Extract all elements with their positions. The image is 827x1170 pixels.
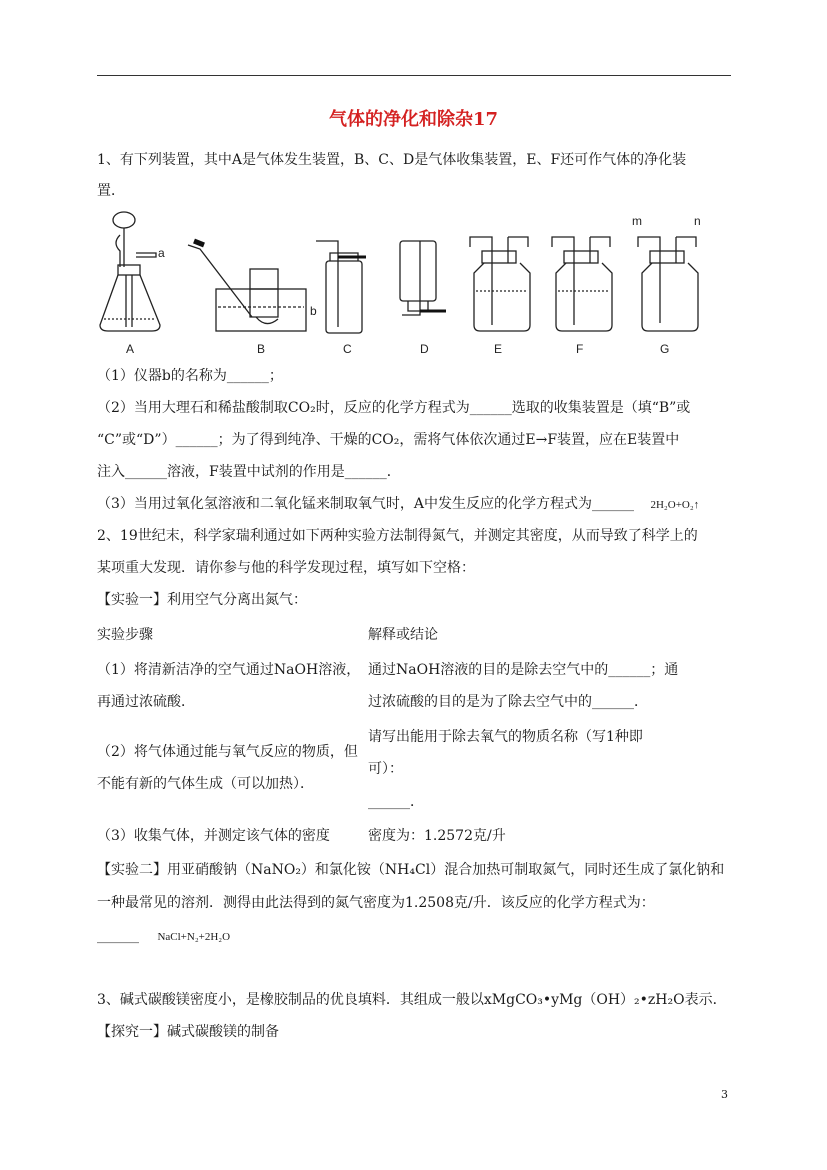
q1-line1: 1、有下列装置，其中A是气体发生装置，B、C、D是气体收集装置，E、F还可作气体的净化装 bbox=[97, 152, 687, 168]
label-C: C bbox=[343, 342, 352, 356]
q3-explore1: 【探究一】碱式碳酸镁的制备 bbox=[97, 1024, 279, 1040]
step3: （3）收集气体，并测定该气体的密度 bbox=[97, 828, 330, 844]
label-n: n bbox=[694, 214, 701, 228]
q1-sub2-line1: （2）当用大理石和稀盐酸制取CO₂时，反应的化学方程式为______选取的收集装置是（填“B”或 bbox=[97, 400, 691, 416]
label-b-small: b bbox=[310, 304, 317, 318]
q2-line2: 某项重大发现．请你参与他的科学发现过程，填写如下空格： bbox=[97, 560, 475, 576]
apparatus-g-bottle bbox=[638, 237, 698, 331]
q2-exp2-equation-fragment: NaCl+N₂+2H₂O bbox=[157, 931, 231, 943]
q2-exp2-line3 bbox=[97, 926, 230, 947]
apparatus-c-bottle bbox=[316, 241, 366, 333]
apparatus-a-flask bbox=[100, 212, 160, 331]
label-E: E bbox=[494, 342, 503, 356]
explain2-line2: 可）： bbox=[368, 761, 403, 777]
label-A: A bbox=[126, 342, 135, 356]
q2-exp1-title: 【实验一】利用空气分离出氮气： bbox=[97, 592, 307, 608]
label-D: D bbox=[420, 342, 429, 356]
header-rule bbox=[97, 75, 731, 76]
q1-sub3-text: （3）当用过氧化氢溶液和二氧化锰来制取氧气时，A中发生反应的化学方程式为______ bbox=[97, 496, 635, 512]
apparatus-d-bottle bbox=[400, 241, 446, 315]
apparatus-b-trough bbox=[188, 241, 306, 331]
apparatus-diagram bbox=[90, 207, 710, 367]
step1-line2: 再通过浓硫酸． bbox=[97, 694, 195, 710]
table-col-step: 实验步骤 bbox=[97, 627, 153, 643]
q1-line2: 置． bbox=[97, 183, 125, 199]
q2-exp2-line1: 【实验二】用亚硝酸钠（NaNO₂）和氯化铵（NH₄Cl）混合加热可制取氮气，同时还生成了氯化钠和 bbox=[97, 862, 725, 878]
q1-sub2-line2: “C”或“D”）______；为了得到纯净、干燥的CO₂，需将气体依次通过E→F装置，应在E装置中 bbox=[97, 432, 680, 448]
label-F: F bbox=[576, 342, 584, 356]
q2-exp2-blank: ______ bbox=[97, 928, 139, 944]
explain2-line1: 请写出能用于除去氧气的物质名称（写1种即 bbox=[368, 729, 643, 745]
label-G: G bbox=[660, 342, 670, 356]
label-B: B bbox=[257, 342, 266, 356]
step2-line1: （2）将气体通过能与氧气反应的物质，但 bbox=[97, 744, 358, 760]
q1-sub1: （1）仪器b的名称为______； bbox=[97, 368, 283, 384]
q3-line1: 3、碱式碳酸镁密度小，是橡胶制品的优良填料．其组成一般以xMgCO₃•yMg（OH）₂•zH₂O表示． bbox=[97, 992, 727, 1008]
page-number: 3 bbox=[721, 1088, 728, 1101]
q2-exp2-line2: 一种最常见的溶剂．测得由此法得到的氮气密度为1.2508克/升．该反应的化学方程式为： bbox=[97, 895, 655, 911]
q1-sub2-line3: 注入______溶液，F装置中试剂的作用是______． bbox=[97, 464, 401, 480]
table-col-explain: 解释或结论 bbox=[368, 627, 438, 643]
q1-sub3-equation-fragment: 2H₂O+O₂↑ bbox=[650, 499, 700, 511]
label-a-small: a bbox=[158, 246, 165, 260]
explain1-line1: 通过NaOH溶液的目的是除去空气中的______；通 bbox=[368, 662, 679, 678]
explain1-line2: 过浓硫酸的目的是为了除去空气中的______． bbox=[368, 694, 648, 710]
q2-line1: 2、19世纪末，科学家瑞利通过如下两种实验方法制得氮气，并测定其密度，从而导致了科学上的 bbox=[97, 528, 698, 544]
apparatus-f-bottle bbox=[552, 237, 612, 331]
explain2-line3: ______． bbox=[368, 794, 424, 810]
page-title: 气体的净化和除杂17 bbox=[328, 109, 499, 130]
step1-line1: （1）将清新洁净的空气通过NaOH溶液， bbox=[97, 662, 361, 678]
label-m: m bbox=[632, 214, 642, 228]
apparatus-e-bottle bbox=[470, 237, 530, 331]
q1-sub3 bbox=[97, 494, 699, 515]
step2-line2: 不能有新的气体生成（可以加热）． bbox=[97, 776, 314, 792]
explain3: 密度为：1.2572克/升 bbox=[368, 828, 506, 844]
